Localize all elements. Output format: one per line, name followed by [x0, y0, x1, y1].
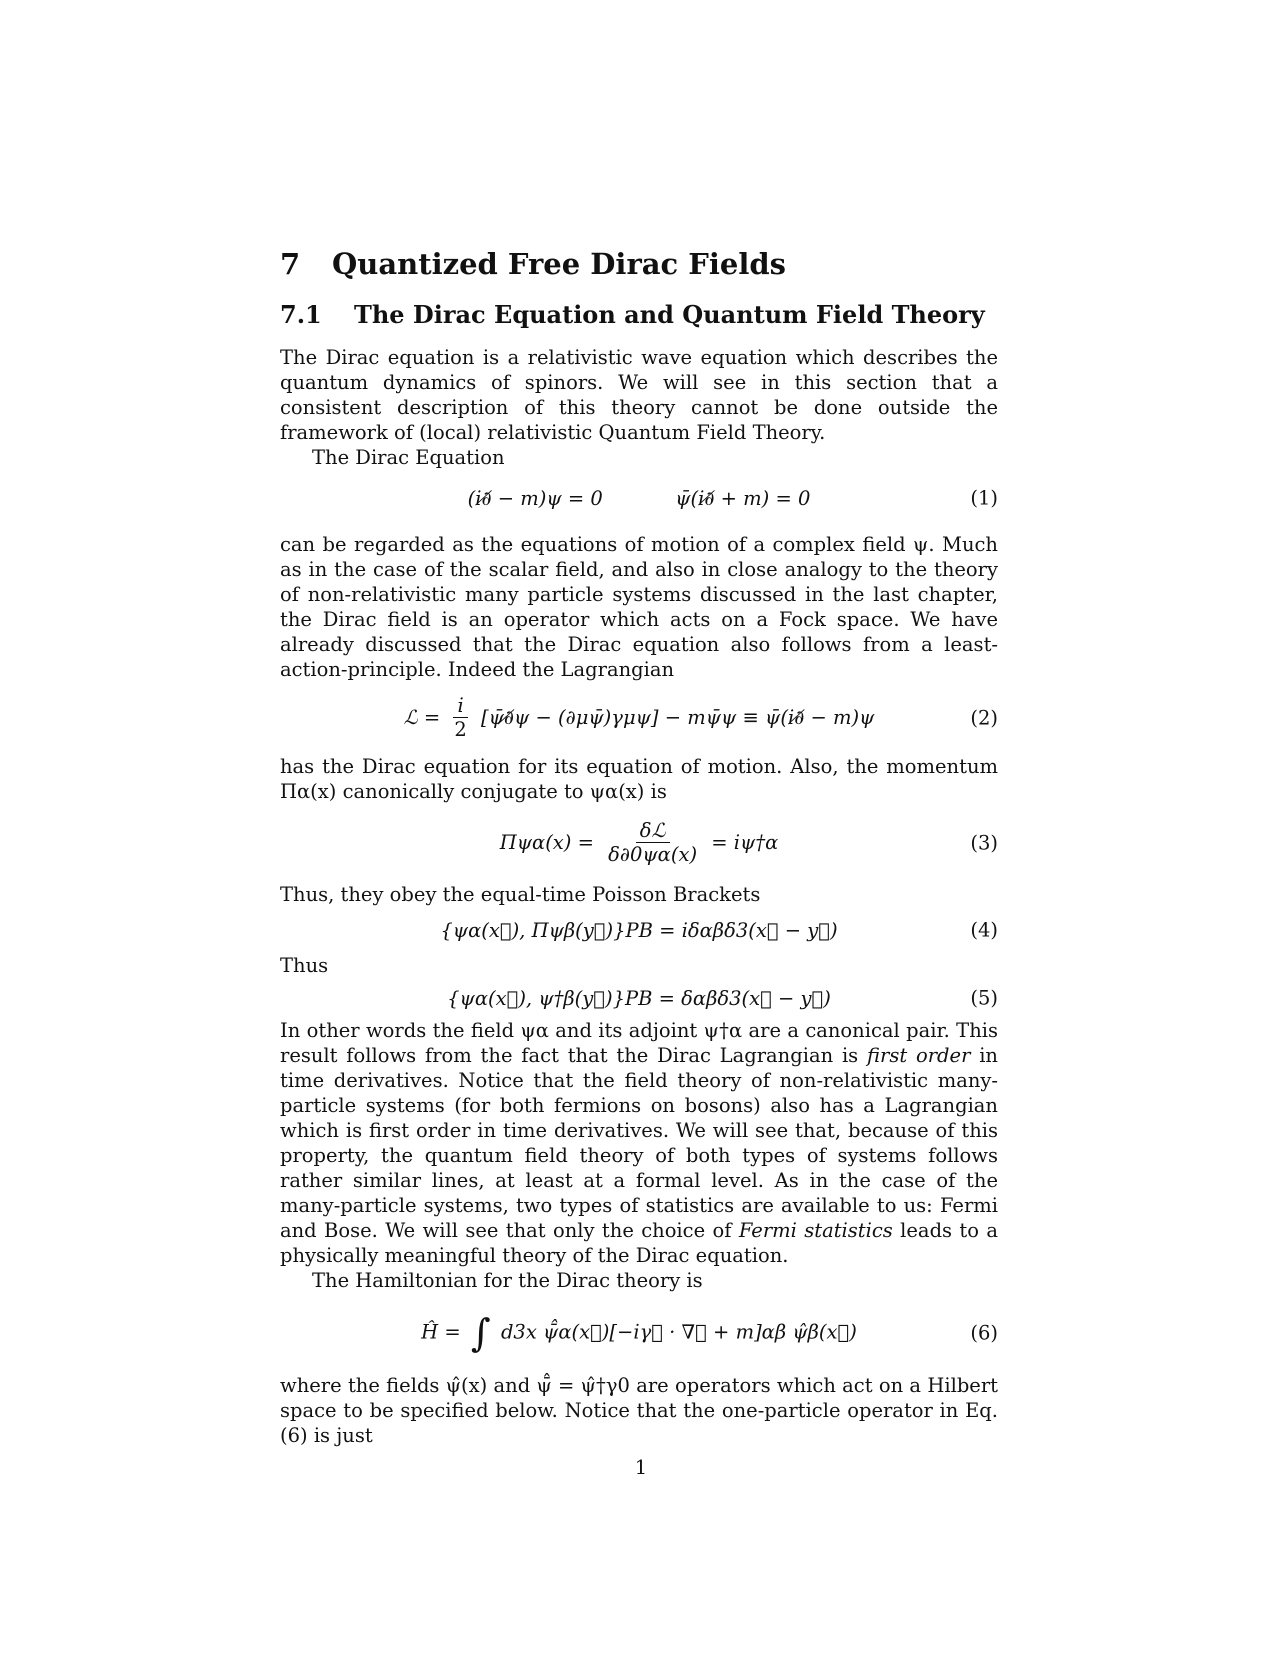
- equation-6-number: (6): [970, 1321, 998, 1345]
- equation-3-rhs: = iψ†α: [711, 830, 779, 854]
- paragraph-canonical-pair-b: in time derivatives. Notice that the field theory of non-relativistic many-particle systems (for both fermions on bosons) also has a Lagrangian which is first order in time derivatives. We will see that, because of this property, the quantum field theory of both types of systems follows rather similar lines, at least at a formal level. As in the case of the many-particle systems, two types of statistics are available to us: Fermi and Bose. We will see that only the choice of: [280, 1044, 998, 1242]
- equation-3-number: (3): [970, 831, 998, 855]
- equation-3-lhs: Πψα(x) =: [499, 830, 594, 854]
- equation-3-numerator: δℒ: [636, 820, 670, 843]
- emphasis-fermi-statistics: Fermi statistics: [738, 1219, 893, 1242]
- paragraph-intro: The Dirac equation is a relativistic wave equation which describes the quantum dynamics of spinors. We will see in this section that a consistent description of this theory cannot be done outside the framework of (local) relativistic Quantum Field Theory.: [280, 346, 998, 444]
- equation-2-rhs: [ψ̄∂̸ψ − (∂μψ̄)γμψ] − mψ̄ψ ≡ ψ̄(i∂̸ − m)ψ: [481, 705, 875, 729]
- equation-2-lhs: ℒ =: [403, 705, 441, 729]
- section-number: 7.1: [280, 300, 322, 329]
- paragraph-canonical-pair-a: In other words the field ψα and its adjoint ψ†α are a canonical pair. This result follows from the fact that the Dirac Lagrangian is: [280, 1019, 998, 1067]
- equation-2-fraction: [450, 695, 470, 742]
- equation-3-fraction: [604, 820, 701, 867]
- paragraph-poisson-lead: Thus, they obey the equal-time Poisson Brackets: [280, 883, 761, 906]
- equation-4: [280, 907, 998, 953]
- equation-4-number: (4): [970, 918, 998, 942]
- integral-sign: ∫: [470, 1311, 491, 1355]
- page-number-value: 1: [634, 1456, 648, 1479]
- emphasis-first-order: first order: [867, 1044, 971, 1067]
- chapter-number: 7: [280, 247, 301, 281]
- equation-2-numerator: i: [453, 695, 467, 718]
- paragraph-canonical-pair-c: leads to a physically meaningful theory of the Dirac equation.: [280, 1219, 998, 1267]
- equation-3-denominator: δ∂0ψα(x): [608, 842, 698, 866]
- paragraph-dirac-equation-lead: The Dirac Equation: [312, 446, 505, 469]
- equation-2: [280, 682, 998, 754]
- paragraph-thus: Thus: [280, 954, 329, 977]
- equation-6: [280, 1293, 998, 1373]
- equation-2-denominator: 2: [454, 717, 467, 741]
- section-heading: [280, 300, 998, 329]
- equation-3: [280, 804, 998, 882]
- equation-1: [280, 470, 998, 526]
- chapter-title: Quantized Free Dirac Fields: [332, 247, 786, 281]
- paragraph-momentum: has the Dirac equation for its equation of motion. Also, the momentum Πα(x) canonically conjugate to ψα(x) is: [280, 755, 998, 803]
- paragraph-canonical-pair: [280, 1018, 998, 1268]
- page-number: [0, 1456, 1280, 1479]
- equation-1-right: ψ̄(i∂̸ + m) = 0: [675, 486, 811, 510]
- equation-5-number: (5): [970, 986, 998, 1010]
- equation-4-body: {ψα(x⃗), Πψβ(y⃗)}PB = iδαβδ3(x⃗ − y⃗): [440, 918, 838, 942]
- equation-6-rhs: d3x ψ̄̂α(x⃗)[−iγ⃗ · ∇⃗ + m]αβ ψ̂β(x⃗): [500, 1320, 857, 1344]
- chapter-heading: [280, 247, 998, 281]
- paragraph-operators: where the fields ψ̂(x) and ψ̄̂ = ψ̂†γ0 are operators which act on a Hilbert space to be specified below. Notice that the one-particle operator in Eq. (6) is just: [280, 1374, 998, 1447]
- equation-1-number: (1): [970, 486, 998, 510]
- paragraph-complex-field: can be regarded as the equations of motion of a complex field ψ. Much as in the case of the scalar field, and also in close analogy to the theory of non-relativistic many particle systems discussed in the last chapter, the Dirac field is an operator which acts on a Fock space. We have already discussed that the Dirac equation also follows from a least-action-principle. Indeed the Lagrangian: [280, 533, 998, 681]
- page-content: [280, 247, 998, 1448]
- equation-5: [280, 978, 998, 1018]
- paragraph-hamiltonian-lead: The Hamiltonian for the Dirac theory is: [312, 1269, 703, 1292]
- equation-1-left: (i∂̸ − m)ψ = 0: [467, 486, 603, 510]
- equation-2-number: (2): [970, 706, 998, 730]
- section-title: The Dirac Equation and Quantum Field Theory: [354, 300, 985, 329]
- equation-5-body: {ψα(x⃗), ψ†β(y⃗)}PB = δαβδ3(x⃗ − y⃗): [447, 986, 831, 1010]
- equation-6-lhs: Ĥ =: [421, 1320, 461, 1344]
